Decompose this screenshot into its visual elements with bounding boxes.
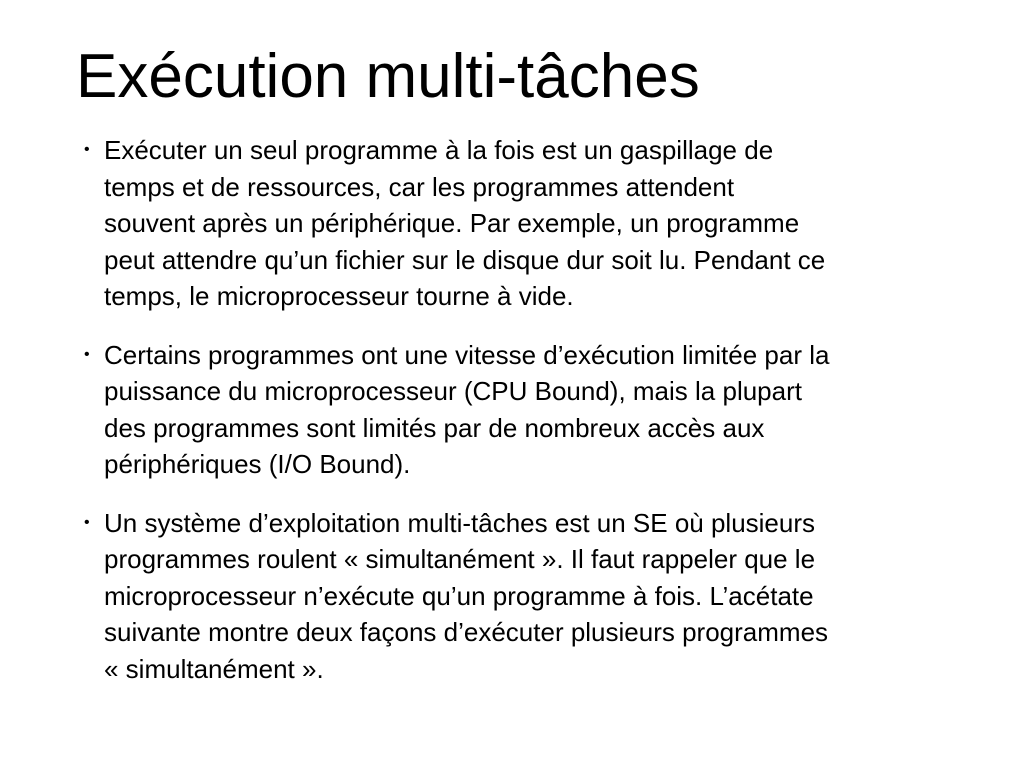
bullet-line: Un système d’exploitation multi-tâches est un SE où plusieurs: [104, 507, 816, 538]
bullet-list: [76, 132, 976, 709]
bullet-line: des programmes sont limités par de nombreux accès aux: [104, 412, 765, 443]
slide-title: Exécution multi-tâches: [76, 42, 700, 111]
bullet-line: Exécuter un seul programme à la fois est un gaspillage de: [104, 135, 774, 165]
bullet-item: [76, 505, 976, 688]
bullet-dot-icon: •: [84, 513, 90, 531]
bullet-line: « simultanément ».: [104, 653, 324, 684]
bullet-dot-icon: •: [84, 141, 90, 158]
bullet-line: temps, le microprocesseur tourne à vide.: [104, 281, 574, 311]
bullet-line: programmes roulent « simultanément ». Il faut rappeler que le: [104, 544, 816, 574]
bullet-line: microprocesseur n’exécute qu’un programme à fois. L’acétate: [104, 580, 814, 611]
bullet-line: suivante montre deux façons d’exécuter plusieurs programmes: [104, 617, 829, 647]
bullet-line: temps et de ressources, car les programmes attendent: [104, 171, 735, 202]
bullet-item: [76, 132, 976, 315]
bullet-line: peut attendre qu’un fichier sur le disque dur soit lu. Pendant ce: [104, 244, 826, 275]
bullet-line: puissance du microprocesseur (CPU Bound), mais la plupart: [104, 376, 802, 406]
bullet-line: souvent après un périphérique. Par exemple, un programme: [104, 208, 800, 238]
bullet-item: [76, 337, 976, 483]
bullet-line: périphériques (I/O Bound).: [104, 449, 411, 479]
bullet-line: Certains programmes ont une vitesse d’exécution limitée par la: [104, 339, 830, 370]
bullet-dot-icon: •: [84, 345, 90, 363]
